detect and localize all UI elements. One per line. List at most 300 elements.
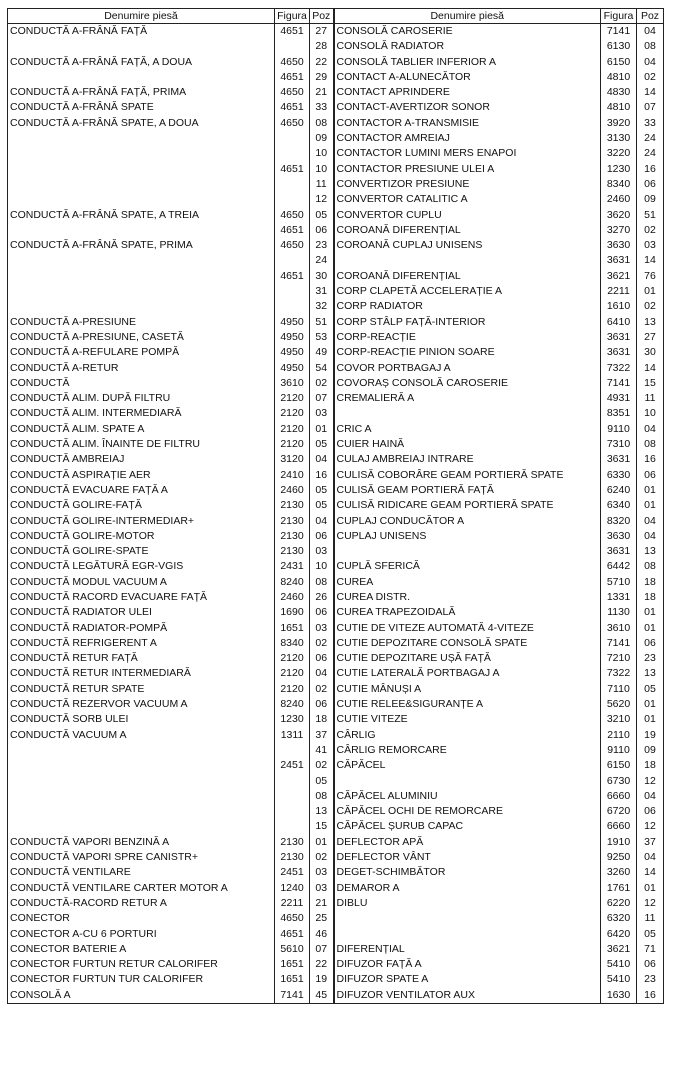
part-name-right: DIFUZOR VENTILATOR AUX (334, 988, 601, 1004)
position-right: 13 (637, 666, 664, 681)
part-name-left (8, 131, 275, 146)
position-right: 14 (637, 361, 664, 376)
position-right: 16 (637, 988, 664, 1004)
table-row (8, 712, 664, 727)
part-name-left: CONDUCTĂ REFRIGERENT A (8, 636, 275, 651)
position-left: 04 (310, 452, 334, 467)
position-right: 15 (637, 376, 664, 391)
figure-left (275, 131, 310, 146)
figure-left: 1651 (275, 621, 310, 636)
table-row (8, 529, 664, 544)
part-name-right: CUREA DISTR. (334, 590, 601, 605)
position-left: 37 (310, 728, 334, 743)
position-right: 01 (637, 881, 664, 896)
position-right: 11 (637, 391, 664, 406)
position-right: 18 (637, 590, 664, 605)
figure-left: 4651 (275, 70, 310, 85)
part-name-right: CONTACT A-ALUNECĂTOR (334, 70, 601, 85)
table-row (8, 544, 664, 559)
part-name-right: DEFLECTOR APĂ (334, 835, 601, 850)
part-name-right: CULISĂ RIDICARE GEAM PORTIERĂ SPATE (334, 498, 601, 513)
part-name-left (8, 177, 275, 192)
figure-left: 1690 (275, 605, 310, 620)
position-left: 12 (310, 192, 334, 207)
part-name-right: DIFERENȚIAL (334, 942, 601, 957)
table-row (8, 743, 664, 758)
position-left: 46 (310, 927, 334, 942)
part-name-left: CONDUCTĂ A-FRÂNĂ FAȚĂ, PRIMA (8, 85, 275, 100)
position-left: 02 (310, 682, 334, 697)
position-right: 18 (637, 758, 664, 773)
part-name-left (8, 253, 275, 268)
figure-left: 2120 (275, 406, 310, 421)
part-name-right: CORP-REACȚIE (334, 330, 601, 345)
table-row (8, 804, 664, 819)
table-row (8, 100, 664, 115)
header-figure-right: Figura (601, 9, 637, 24)
position-right: 08 (637, 559, 664, 574)
part-name-left (8, 192, 275, 207)
figure-left: 4651 (275, 100, 310, 115)
position-left: 21 (310, 85, 334, 100)
part-name-left: CONDUCTĂ VAPORI BENZINĂ A (8, 835, 275, 850)
table-row (8, 452, 664, 467)
figure-right: 7141 (601, 376, 637, 391)
figure-right: 3260 (601, 865, 637, 880)
table-row (8, 253, 664, 268)
position-right: 13 (637, 544, 664, 559)
part-name-left (8, 743, 275, 758)
figure-right: 6660 (601, 789, 637, 804)
parts-index-table (7, 8, 664, 1004)
position-right: 01 (637, 498, 664, 513)
table-row (8, 498, 664, 513)
position-left: 51 (310, 315, 334, 330)
position-right: 01 (637, 697, 664, 712)
position-right: 01 (637, 483, 664, 498)
table-row (8, 468, 664, 483)
part-name-right: CONSOLĂ RADIATOR (334, 39, 601, 54)
position-left: 06 (310, 697, 334, 712)
part-name-right: CONTACT-AVERTIZOR SONOR (334, 100, 601, 115)
part-name-left: CONECTOR FURTUN TUR CALORIFER (8, 972, 275, 987)
part-name-left: CONECTOR A-CU 6 PORTURI (8, 927, 275, 942)
position-left: 04 (310, 514, 334, 529)
position-left: 05 (310, 483, 334, 498)
figure-left (275, 177, 310, 192)
table-row (8, 636, 664, 651)
position-left: 16 (310, 468, 334, 483)
position-left: 03 (310, 621, 334, 636)
position-right: 02 (637, 299, 664, 314)
position-left: 03 (310, 881, 334, 896)
position-left: 24 (310, 253, 334, 268)
position-left: 28 (310, 39, 334, 54)
position-left: 07 (310, 391, 334, 406)
figure-right: 4931 (601, 391, 637, 406)
position-left: 01 (310, 835, 334, 850)
part-name-left: CONDUCTĂ ASPIRAȚIE AER (8, 468, 275, 483)
table-row (8, 391, 664, 406)
part-name-left (8, 299, 275, 314)
table-row (8, 238, 664, 253)
position-right: 01 (637, 712, 664, 727)
part-name-right: CORP CLAPETĂ ACCELERAȚIE A (334, 284, 601, 299)
part-name-right: CÂRLIG (334, 728, 601, 743)
part-name-right: COROANĂ CUPLAJ UNISENS (334, 238, 601, 253)
figure-right: 6240 (601, 483, 637, 498)
figure-left (275, 284, 310, 299)
figure-right: 7322 (601, 361, 637, 376)
position-left: 08 (310, 116, 334, 131)
figure-left: 2130 (275, 850, 310, 865)
part-name-right: CONVERTOR CATALITIC A (334, 192, 601, 207)
position-right: 12 (637, 774, 664, 789)
position-right: 18 (637, 575, 664, 590)
position-left: 53 (310, 330, 334, 345)
part-name-left (8, 146, 275, 161)
figure-right: 3210 (601, 712, 637, 727)
figure-right: 2211 (601, 284, 637, 299)
figure-right: 9110 (601, 743, 637, 758)
part-name-left: CONDUCTĂ RETUR FAȚĂ (8, 651, 275, 666)
part-name-right: CORP RADIATOR (334, 299, 601, 314)
part-name-left (8, 819, 275, 834)
figure-right: 9110 (601, 422, 637, 437)
figure-right: 3631 (601, 452, 637, 467)
table-row (8, 850, 664, 865)
figure-right: 3631 (601, 544, 637, 559)
position-left: 41 (310, 743, 334, 758)
figure-left: 1311 (275, 728, 310, 743)
part-name-right: COROANĂ DIFERENȚIAL (334, 223, 601, 238)
position-left: 10 (310, 162, 334, 177)
figure-left (275, 774, 310, 789)
part-name-left: CONDUCTĂ ALIM. DUPĂ FILTRU (8, 391, 275, 406)
figure-left (275, 789, 310, 804)
figure-right: 7141 (601, 636, 637, 651)
part-name-right: CULISĂ COBORÂRE GEAM PORTIERĂ SPATE (334, 468, 601, 483)
figure-right: 6130 (601, 39, 637, 54)
position-left: 31 (310, 284, 334, 299)
position-left: 06 (310, 651, 334, 666)
position-right: 06 (637, 957, 664, 972)
part-name-right: CREMALIERĂ A (334, 391, 601, 406)
position-right: 76 (637, 269, 664, 284)
part-name-left: CONDUCTĂ RACORD EVACUARE FAȚĂ (8, 590, 275, 605)
table-row (8, 682, 664, 697)
part-name-left: CONDUCTĂ VENTILARE CARTER MOTOR A (8, 881, 275, 896)
figure-left: 1651 (275, 957, 310, 972)
position-left: 10 (310, 146, 334, 161)
table-row (8, 330, 664, 345)
part-name-right: CONSOLĂ CAROSERIE (334, 24, 601, 40)
position-left: 33 (310, 100, 334, 115)
position-left: 19 (310, 972, 334, 987)
figure-right: 3631 (601, 253, 637, 268)
position-left: 26 (310, 590, 334, 605)
table-row (8, 345, 664, 360)
part-name-left: CONDUCTĂ A-FRÂNĂ SPATE (8, 100, 275, 115)
position-right: 04 (637, 422, 664, 437)
position-right: 51 (637, 208, 664, 223)
table-row (8, 406, 664, 421)
position-right: 12 (637, 819, 664, 834)
figure-left: 4650 (275, 116, 310, 131)
figure-right: 7110 (601, 682, 637, 697)
figure-right: 5410 (601, 972, 637, 987)
figure-right: 3631 (601, 330, 637, 345)
table-row (8, 85, 664, 100)
figure-left: 4651 (275, 927, 310, 942)
figure-right: 1130 (601, 605, 637, 620)
figure-right: 5410 (601, 957, 637, 972)
figure-left: 2120 (275, 682, 310, 697)
figure-right: 3621 (601, 942, 637, 957)
part-name-left: CONDUCTĂ AMBREIAJ (8, 452, 275, 467)
figure-right: 1910 (601, 835, 637, 850)
position-left: 05 (310, 208, 334, 223)
figure-left: 2451 (275, 865, 310, 880)
part-name-right: DIFUZOR FAȚĂ A (334, 957, 601, 972)
figure-right: 6320 (601, 911, 637, 926)
part-name-left: CONDUCTĂ GOLIRE-MOTOR (8, 529, 275, 544)
table-body (8, 24, 664, 1004)
header-part-name-left: Denumire piesă (8, 9, 275, 24)
table-row (8, 819, 664, 834)
part-name-right (334, 544, 601, 559)
table-row (8, 483, 664, 498)
header-position-left: Poz (310, 9, 334, 24)
part-name-left: CONDUCTĂ LEGĂTURĂ EGR-VGIS (8, 559, 275, 574)
position-left: 05 (310, 437, 334, 452)
position-left: 03 (310, 544, 334, 559)
figure-right: 3630 (601, 238, 637, 253)
position-left: 32 (310, 299, 334, 314)
part-name-right: CUTIE LATERALĂ PORTBAGAJ A (334, 666, 601, 681)
figure-right: 6220 (601, 896, 637, 911)
part-name-right: CONTACT APRINDERE (334, 85, 601, 100)
table-row (8, 422, 664, 437)
position-right: 08 (637, 39, 664, 54)
figure-left: 2120 (275, 437, 310, 452)
table-row (8, 299, 664, 314)
position-left: 15 (310, 819, 334, 834)
part-name-right: CĂPĂCEL ALUMINIU (334, 789, 601, 804)
part-name-right: CĂPĂCEL ȘURUB CAPAC (334, 819, 601, 834)
table-row (8, 146, 664, 161)
figure-right: 3610 (601, 621, 637, 636)
table-row (8, 728, 664, 743)
table-row (8, 835, 664, 850)
figure-left: 2130 (275, 835, 310, 850)
part-name-right: CUPLAJ CONDUCĂTOR A (334, 514, 601, 529)
part-name-left: CONECTOR FURTUN RETUR CALORIFER (8, 957, 275, 972)
part-name-left: CONDUCTĂ RADIATOR ULEI (8, 605, 275, 620)
part-name-right: CRIC A (334, 422, 601, 437)
figure-right: 6150 (601, 758, 637, 773)
position-left: 04 (310, 666, 334, 681)
position-right: 03 (637, 238, 664, 253)
table-row (8, 131, 664, 146)
table-row (8, 666, 664, 681)
part-name-right: DEGET-SCHIMBĂTOR (334, 865, 601, 880)
table-row (8, 865, 664, 880)
figure-left: 7141 (275, 988, 310, 1004)
table-row (8, 758, 664, 773)
table-row (8, 284, 664, 299)
position-left: 01 (310, 422, 334, 437)
position-right: 09 (637, 743, 664, 758)
position-left: 22 (310, 55, 334, 70)
table-row (8, 957, 664, 972)
figure-left: 4651 (275, 24, 310, 40)
part-name-right: DIBLU (334, 896, 601, 911)
part-name-right: CUTIE DEPOZITARE CONSOLĂ SPATE (334, 636, 601, 651)
position-left: 13 (310, 804, 334, 819)
position-left: 02 (310, 850, 334, 865)
figure-left: 4650 (275, 911, 310, 926)
figure-left: 2130 (275, 544, 310, 559)
position-right: 23 (637, 651, 664, 666)
figure-right: 3270 (601, 223, 637, 238)
figure-left: 2451 (275, 758, 310, 773)
part-name-left: CONDUCTĂ EVACUARE FAȚĂ A (8, 483, 275, 498)
position-right: 09 (637, 192, 664, 207)
part-name-left: CONDUCTĂ GOLIRE-SPATE (8, 544, 275, 559)
figure-right: 5710 (601, 575, 637, 590)
figure-right: 3631 (601, 345, 637, 360)
part-name-right: CULAJ AMBREIAJ INTRARE (334, 452, 601, 467)
figure-left: 2130 (275, 514, 310, 529)
table-row (8, 881, 664, 896)
part-name-right: CUTIE VITEZE (334, 712, 601, 727)
part-name-right: DEMAROR A (334, 881, 601, 896)
position-right: 06 (637, 468, 664, 483)
position-left: 27 (310, 24, 334, 40)
part-name-right: CONTACTOR PRESIUNE ULEI A (334, 162, 601, 177)
figure-right: 1610 (601, 299, 637, 314)
position-left: 06 (310, 529, 334, 544)
table-row (8, 774, 664, 789)
figure-left (275, 192, 310, 207)
figure-left: 2130 (275, 529, 310, 544)
part-name-left: CONDUCTĂ A-PRESIUNE, CASETĂ (8, 330, 275, 345)
position-left: 09 (310, 131, 334, 146)
figure-right: 7322 (601, 666, 637, 681)
figure-left (275, 743, 310, 758)
figure-left: 2460 (275, 590, 310, 605)
position-left: 03 (310, 406, 334, 421)
position-right: 01 (637, 605, 664, 620)
part-name-right: CUREA TRAPEZOIDALĂ (334, 605, 601, 620)
part-name-left: CONDUCTĂ A-RETUR (8, 361, 275, 376)
part-name-right: CUPLAJ UNISENS (334, 529, 601, 544)
part-name-left (8, 758, 275, 773)
table-row (8, 988, 664, 1004)
figure-right: 6330 (601, 468, 637, 483)
table-row (8, 559, 664, 574)
part-name-left: CONDUCTĂ A-FRÂNĂ SPATE, PRIMA (8, 238, 275, 253)
part-name-left (8, 269, 275, 284)
table-row (8, 972, 664, 987)
figure-right: 6410 (601, 315, 637, 330)
figure-left: 2431 (275, 559, 310, 574)
part-name-right: CONTACTOR A-TRANSMISIE (334, 116, 601, 131)
table-row (8, 208, 664, 223)
table-row (8, 942, 664, 957)
table-row (8, 621, 664, 636)
figure-left: 8240 (275, 697, 310, 712)
figure-right: 4830 (601, 85, 637, 100)
part-name-left: CONDUCTĂ A-FRÂNĂ FAȚĂ (8, 24, 275, 40)
part-name-left: CONDUCTĂ RADIATOR-POMPĂ (8, 621, 275, 636)
part-name-left (8, 70, 275, 85)
figure-right: 7310 (601, 437, 637, 452)
header-figure-left: Figura (275, 9, 310, 24)
figure-left (275, 146, 310, 161)
figure-left: 2120 (275, 666, 310, 681)
part-name-right: COVORAȘ CONSOLĂ CAROSERIE (334, 376, 601, 391)
position-right: 24 (637, 131, 664, 146)
position-right: 06 (637, 177, 664, 192)
figure-left: 4650 (275, 55, 310, 70)
figure-right: 6660 (601, 819, 637, 834)
figure-left: 4651 (275, 162, 310, 177)
position-right: 14 (637, 253, 664, 268)
figure-left: 2120 (275, 391, 310, 406)
table-row (8, 192, 664, 207)
part-name-left (8, 284, 275, 299)
figure-right: 1331 (601, 590, 637, 605)
position-right: 04 (637, 850, 664, 865)
position-right: 06 (637, 636, 664, 651)
part-name-left: CONDUCTĂ VENTILARE (8, 865, 275, 880)
part-name-left: CONDUCTĂ GOLIRE-FAȚĂ (8, 498, 275, 513)
part-name-left (8, 223, 275, 238)
part-name-left: CONDUCTĂ VAPORI SPRE CANISTR+ (8, 850, 275, 865)
position-right: 13 (637, 315, 664, 330)
part-name-right (334, 253, 601, 268)
figure-left: 4650 (275, 238, 310, 253)
table-row (8, 514, 664, 529)
table-row (8, 927, 664, 942)
part-name-left: CONDUCTĂ (8, 376, 275, 391)
part-name-right: CĂPĂCEL (334, 758, 601, 773)
position-left: 02 (310, 636, 334, 651)
part-name-right: CĂPĂCEL OCHI DE REMORCARE (334, 804, 601, 819)
figure-right: 7141 (601, 24, 637, 40)
part-name-left: CONDUCTĂ GOLIRE-INTERMEDIAR+ (8, 514, 275, 529)
figure-right: 6730 (601, 774, 637, 789)
position-left: 29 (310, 70, 334, 85)
figure-left: 1240 (275, 881, 310, 896)
figure-right: 8340 (601, 177, 637, 192)
part-name-right (334, 911, 601, 926)
figure-left: 4950 (275, 361, 310, 376)
figure-right: 4810 (601, 100, 637, 115)
part-name-right: CONVERTOR CUPLU (334, 208, 601, 223)
position-left: 23 (310, 238, 334, 253)
table-row (8, 590, 664, 605)
figure-right: 6150 (601, 55, 637, 70)
position-right: 05 (637, 927, 664, 942)
position-left: 45 (310, 988, 334, 1004)
position-left: 06 (310, 223, 334, 238)
position-left: 02 (310, 758, 334, 773)
figure-right: 3220 (601, 146, 637, 161)
position-right: 71 (637, 942, 664, 957)
